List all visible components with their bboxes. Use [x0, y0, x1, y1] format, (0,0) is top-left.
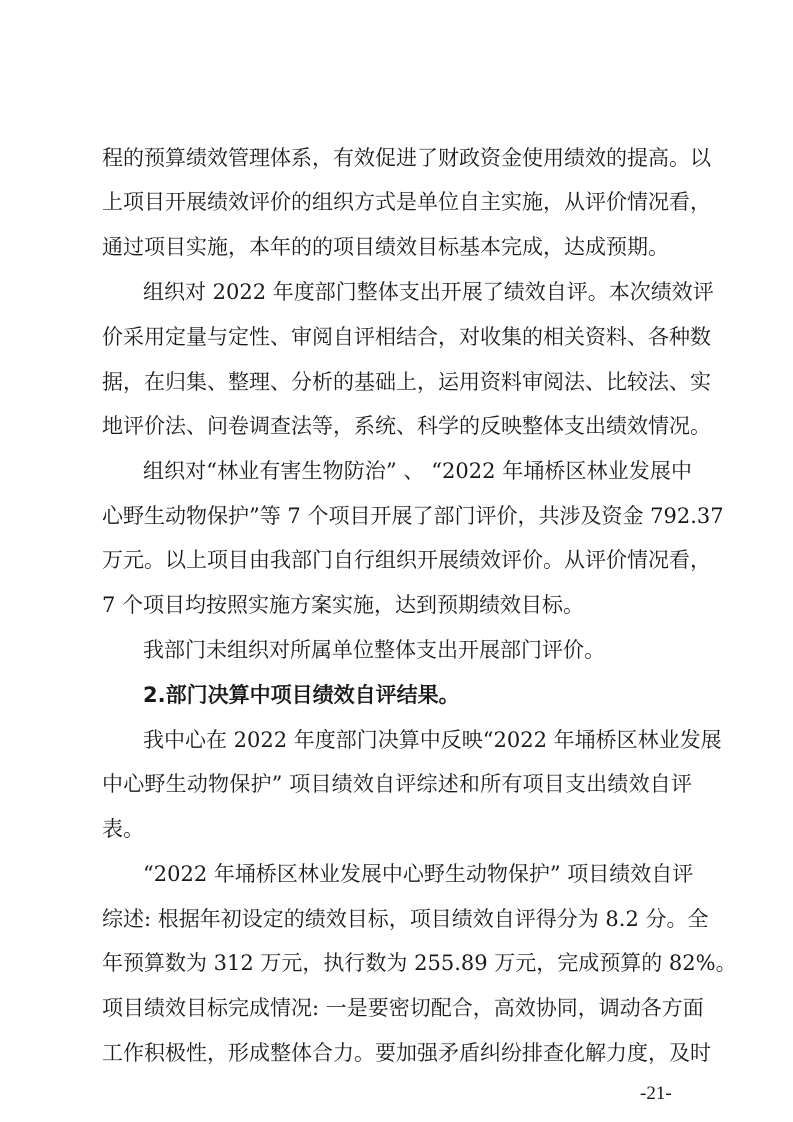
paragraph-6-line-1: “2022 年埇桥区林业发展中心野生动物保护” 项目绩效自评	[143, 862, 694, 886]
paragraph-4-line-1: 我部门未组织对所属单位整体支出开展部门评价。	[143, 638, 605, 662]
paragraph-6-line-5: 工作积极性，形成整体合力。要加强矛盾纠纷排查化解力度，及时	[102, 1041, 711, 1065]
paragraph-3-line-2: 心野生动物保护”等 7 个项目开展了部门评价，共涉及资金 792.37	[102, 504, 724, 528]
page-number: -21-	[640, 1083, 672, 1104]
paragraph-5-line-3: 表。	[102, 817, 144, 841]
paragraph-2-line-3: 据，在归集、整理、分析的基础上，运用资料审阅法、比较法、实	[102, 370, 711, 394]
paragraph-3-line-4: 7 个项目均按照实施方案实施，达到预期绩效目标。	[102, 593, 585, 617]
paragraph-1-line-3: 通过项目实施，本年的的项目绩效目标基本完成，达成预期。	[102, 235, 669, 259]
section-heading: 2.部门决算中项目绩效自评结果。	[143, 683, 460, 707]
paragraph-5-line-1: 我中心在 2022 年度部门决算中反映“2022 年埇桥区林业发展	[143, 728, 722, 752]
paragraph-1-line-1: 程的预算绩效管理体系，有效促进了财政资金使用绩效的提高。以	[102, 146, 711, 170]
paragraph-2-line-1: 组织对 2022 年度部门整体支出开展了绩效自评。本次绩效评	[143, 280, 714, 304]
paragraph-2-line-4: 地评价法、问卷调查法等，系统、科学的反映整体支出绩效情况。	[102, 414, 711, 438]
paragraph-3-line-3: 万元。以上项目由我部门自行组织开展绩效评价。从评价情况看，	[102, 548, 711, 572]
paragraph-1-line-2: 上项目开展绩效评价的组织方式是单位自主实施，从评价情况看，	[102, 190, 711, 214]
paragraph-3-line-1: 组织对“林业有害生物防治” 、 “2022 年埇桥区林业发展中	[143, 459, 692, 483]
paragraph-5-line-2: 中心野生动物保护” 项目绩效自评综述和所有项目支出绩效自评	[102, 772, 692, 796]
paragraph-2-line-2: 价采用定量与定性、审阅自评相结合，对收集的相关资料、各种数	[102, 325, 711, 349]
paragraph-6-line-2: 综述: 根据年初设定的绩效目标，项目绩效自评得分为 8.2 分。全	[102, 907, 709, 931]
paragraph-6-line-3: 年预算数为 312 万元，执行数为 255.89 万元，完成预算的 82%。	[102, 951, 737, 975]
paragraph-6-line-4: 项目绩效目标完成情况: 一是要密切配合，高效协同，调动各方面	[102, 996, 704, 1020]
